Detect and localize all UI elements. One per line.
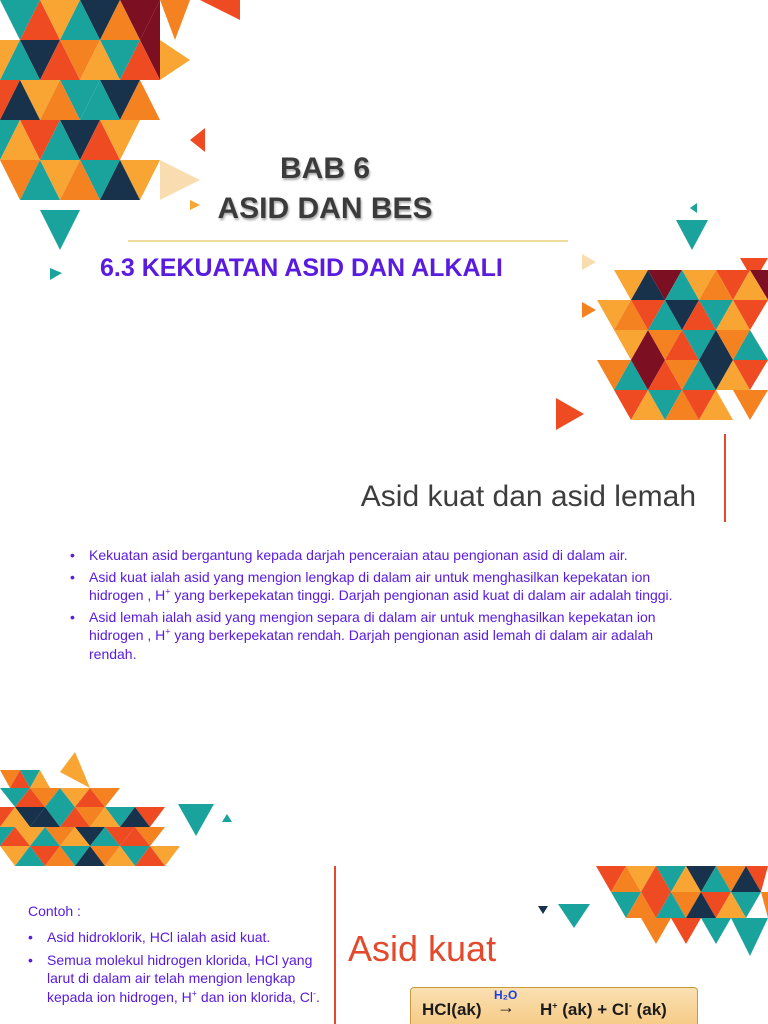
content-slide-strong-weak-acid xyxy=(0,432,768,866)
chapter-title: BAB 6 xyxy=(279,152,370,185)
reaction-arrow-icon: → xyxy=(497,997,515,1017)
list-item: • Asid kuat ialah asid yang mengion lengkap di dalam air untuk menghasilkan kepekatan ion hidrogen , H+ yang berkepekatan tinggi. Darjah pengionan asid kuat di dalam air adalah tinggi. xyxy=(70,568,702,605)
equation-products: H+ (ak) + Cl- (ak) xyxy=(540,1000,667,1019)
list-item: • Kekuatan asid bergantung kepada darjah penceraian atau pengionan asid di dalam air. xyxy=(70,546,702,565)
accent-line xyxy=(724,434,726,522)
list-item: • Asid hidroklorik, HCl ialah asid kuat. xyxy=(28,928,320,947)
equation-reactant: HCl(ak) xyxy=(422,1000,482,1019)
slide-heading: Asid kuat xyxy=(348,928,497,969)
list-item: • Semua molekul hidrogen klorida, HCl yang larut di dalam air telah mengion lengkap kepada ion hidrogen, H+ dan ion klorida, Cl-. xyxy=(28,951,320,1007)
slide-heading: Asid kuat dan asid lemah xyxy=(360,480,696,513)
equation-condition: H₂O xyxy=(494,988,518,1002)
bullet-list xyxy=(70,546,702,663)
title-slide xyxy=(0,0,768,432)
section-subtitle: 6.3 KEKUATAN ASID DAN ALKALI xyxy=(100,254,503,282)
example-bullet-list xyxy=(28,928,320,1006)
divider-line xyxy=(334,866,336,1024)
title-divider xyxy=(128,240,568,242)
list-item: • Asid lemah ialah asid yang mengion separa di dalam air untuk menghasilkan kepekatan ion hidrogen , H+ yang berkepekatan rendah. Darjah pengionan asid lemah di dalam air adalah rendah. xyxy=(70,608,702,664)
chapter-topic: ASID DAN BES xyxy=(217,192,433,225)
content-slide-strong-acid xyxy=(0,866,768,1024)
example-label: Contoh : xyxy=(28,903,81,919)
